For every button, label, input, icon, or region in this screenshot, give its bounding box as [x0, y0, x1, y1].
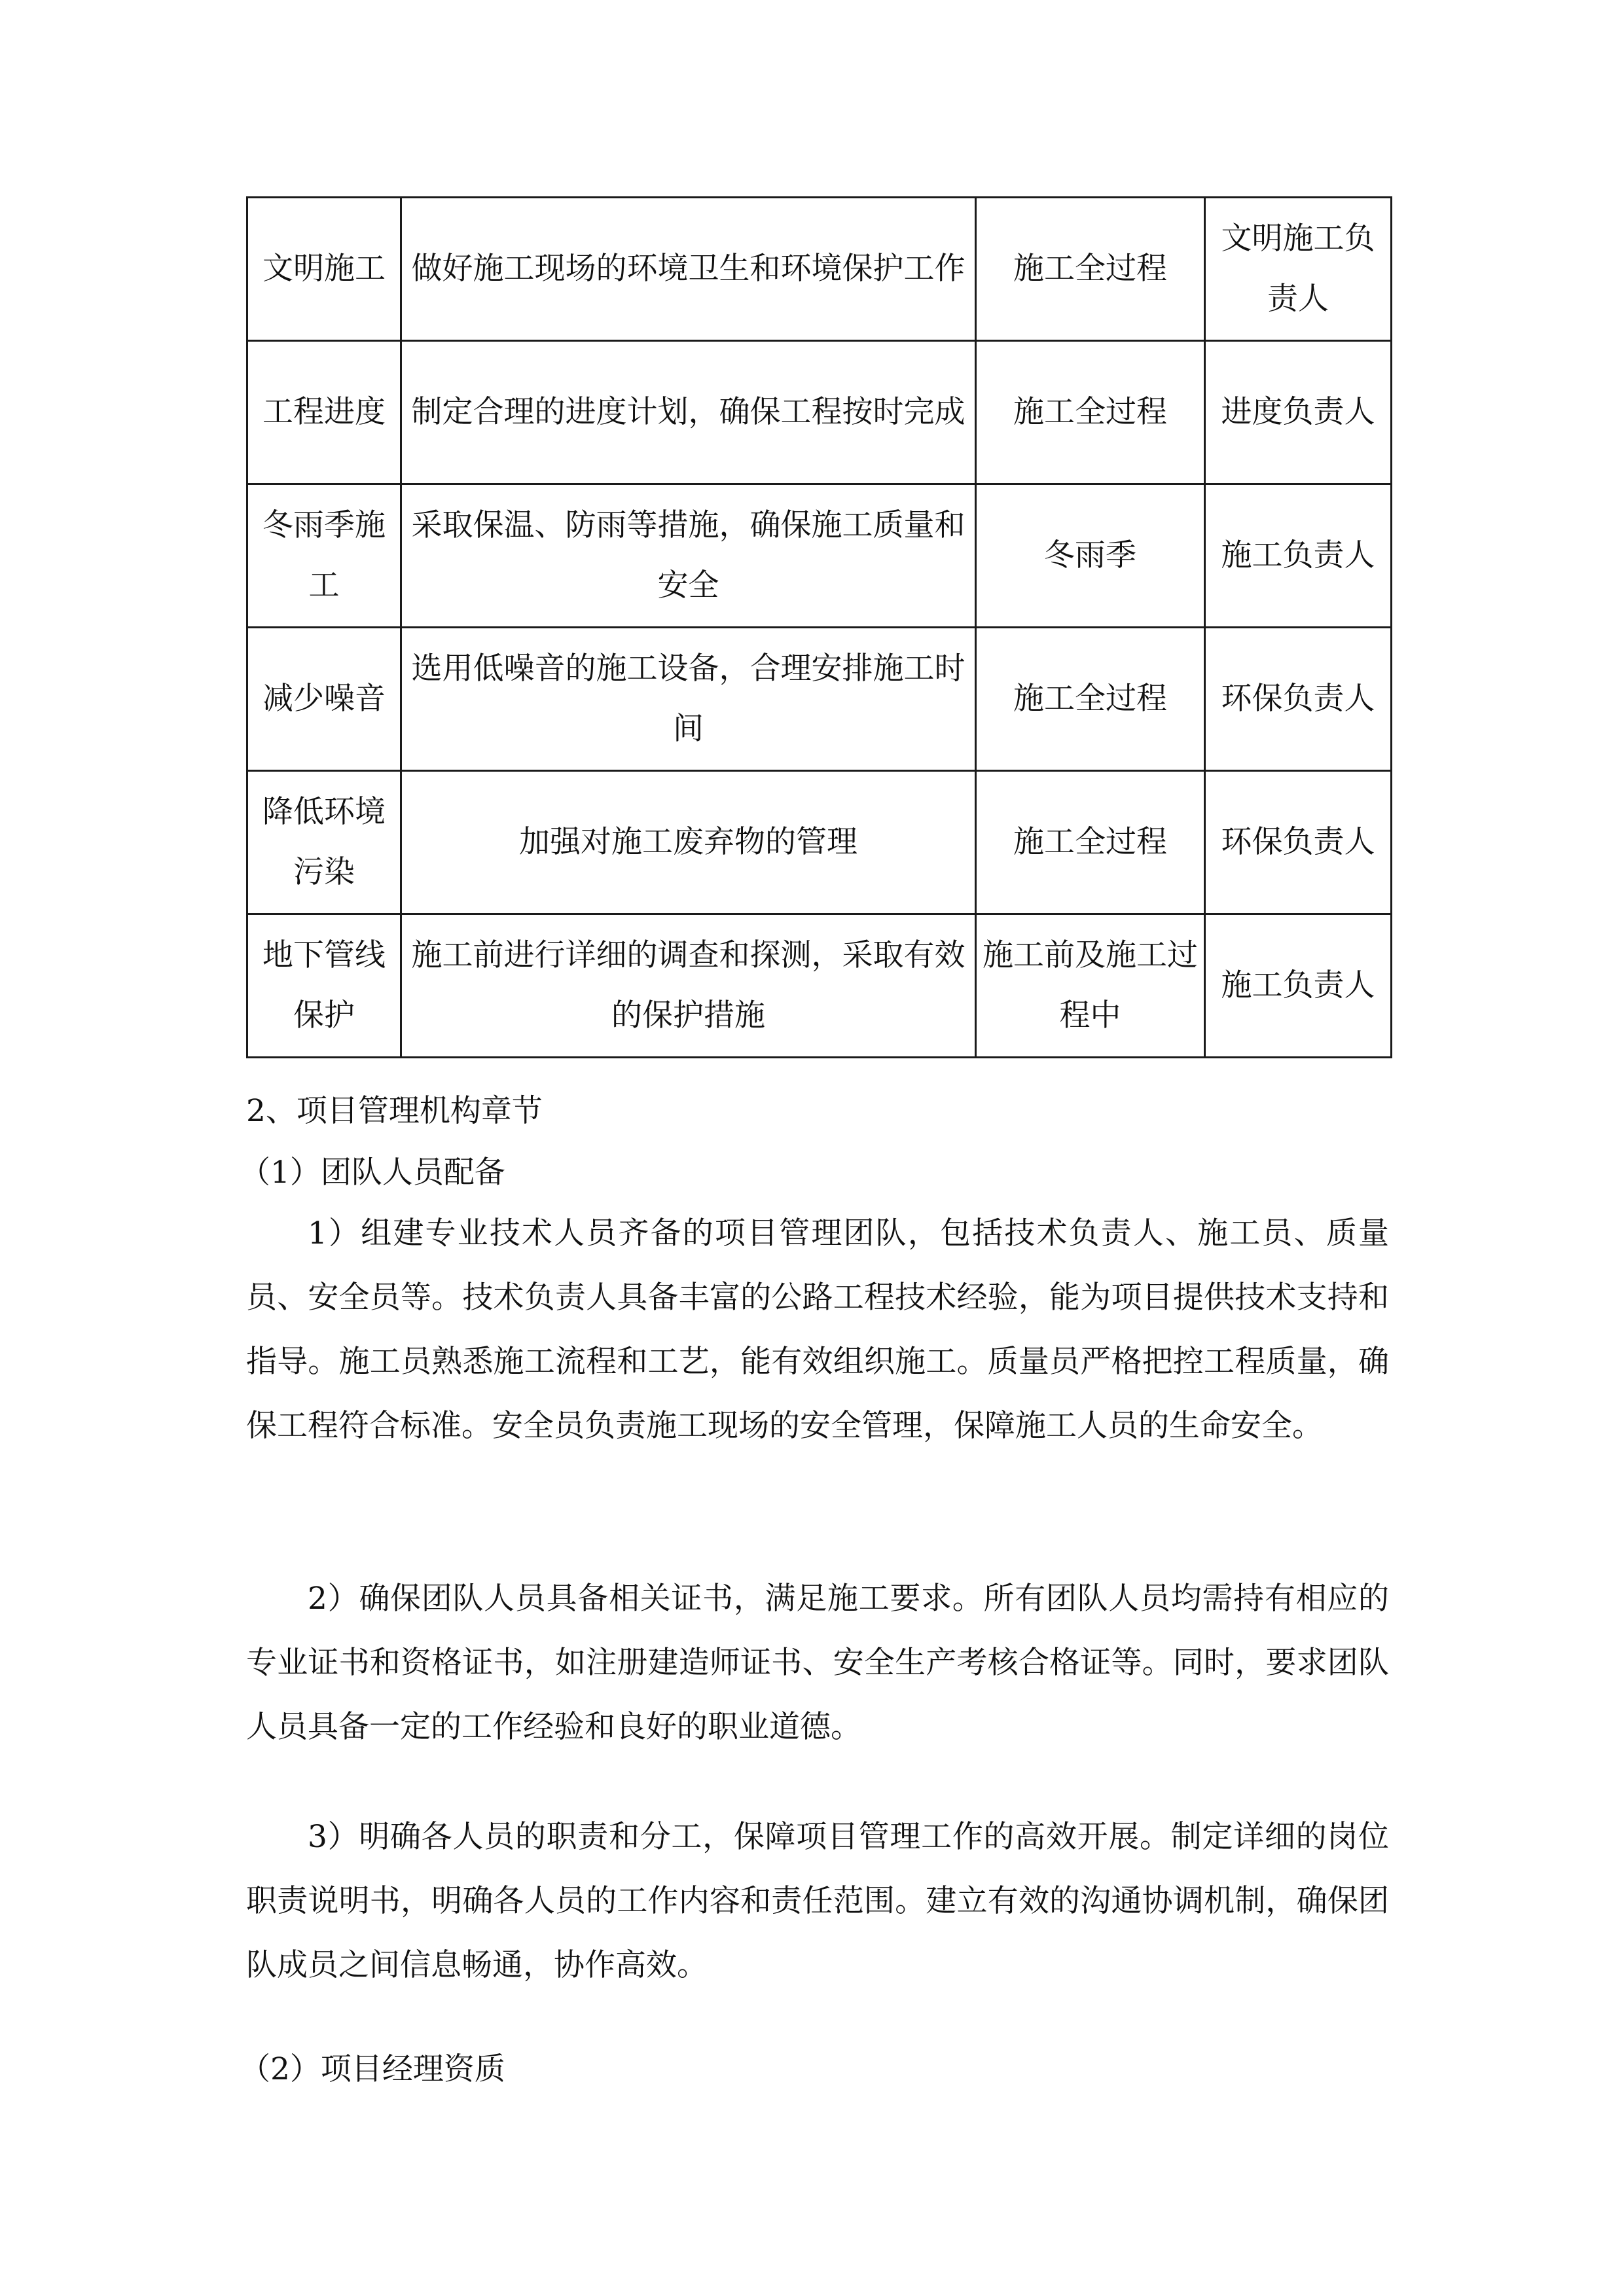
table-cell-period: 施工全过程	[976, 341, 1205, 484]
table-cell-owner: 施工负责人	[1205, 914, 1392, 1058]
table-cell-period: 施工全过程	[976, 198, 1205, 341]
table-cell-owner: 环保负责人	[1205, 771, 1392, 914]
paragraph-team-composition: 1）组建专业技术人员齐备的项目管理团队，包括技术负责人、施工员、质量员、安全员等。技术负责人具备丰富的公路工程技术经验，能为项目提供技术支持和指导。施工员熟悉施工流程和工艺，能有效组织施工。质量员严格把控工程质量，确保工程符合标准。安全员负责施工现场的安全管理，保障施工人员的生命安全。	[246, 1215, 1389, 1444]
section-heading: 2、项目管理机构章节	[246, 1093, 543, 1129]
table-row	[247, 341, 1392, 484]
table-cell-measure: 选用低噪音的施工设备，合理安排施工时间	[401, 628, 976, 771]
subsection-heading-manager: （2）项目经理资质	[240, 2051, 505, 2087]
table-cell-measure: 施工前进行详细的调查和探测，采取有效的保护措施	[401, 914, 976, 1058]
table-row	[247, 771, 1392, 914]
table-cell-item: 工程进度	[247, 341, 401, 484]
table-cell-period: 施工全过程	[976, 628, 1205, 771]
table-row	[247, 628, 1392, 771]
table-cell-measure: 做好施工现场的环境卫生和环境保护工作	[401, 198, 976, 341]
table-row	[247, 484, 1392, 628]
table-row	[247, 198, 1392, 341]
table-cell-measure: 制定合理的进度计划，确保工程按时完成	[401, 341, 976, 484]
table-cell-owner: 环保负责人	[1205, 628, 1392, 771]
table-cell-item: 文明施工	[247, 198, 401, 341]
table-cell-owner: 文明施工负责人	[1205, 198, 1392, 341]
responsibility-table	[246, 196, 1392, 1058]
table-row	[247, 914, 1392, 1058]
paragraph-certificates: 2）确保团队人员具备相关证书，满足施工要求。所有团队人员均需持有相应的专业证书和资格证书，如注册建造师证书、安全生产考核合格证等。同时，要求团队人员具备一定的工作经验和良好的职业道德。	[246, 1581, 1389, 1745]
subsection-heading-team: （1）团队人员配备	[240, 1155, 505, 1191]
table-cell-owner: 施工负责人	[1205, 484, 1392, 628]
table-cell-period: 施工全过程	[976, 771, 1205, 914]
table-cell-period: 施工前及施工过程中	[976, 914, 1205, 1058]
table-cell-item: 地下管线保护	[247, 914, 401, 1058]
table-cell-item: 冬雨季施工	[247, 484, 401, 628]
paragraph-responsibilities: 3）明确各人员的职责和分工，保障项目管理工作的高效开展。制定详细的岗位职责说明书，明确各人员的工作内容和责任范围。建立有效的沟通协调机制，确保团队成员之间信息畅通，协作高效。	[246, 1819, 1389, 1983]
table-cell-owner: 进度负责人	[1205, 341, 1392, 484]
table-cell-measure: 采取保温、防雨等措施，确保施工质量和安全	[401, 484, 976, 628]
table-cell-item: 减少噪音	[247, 628, 401, 771]
table-cell-item: 降低环境污染	[247, 771, 401, 914]
table-cell-measure: 加强对施工废弃物的管理	[401, 771, 976, 914]
table-cell-period: 冬雨季	[976, 484, 1205, 628]
